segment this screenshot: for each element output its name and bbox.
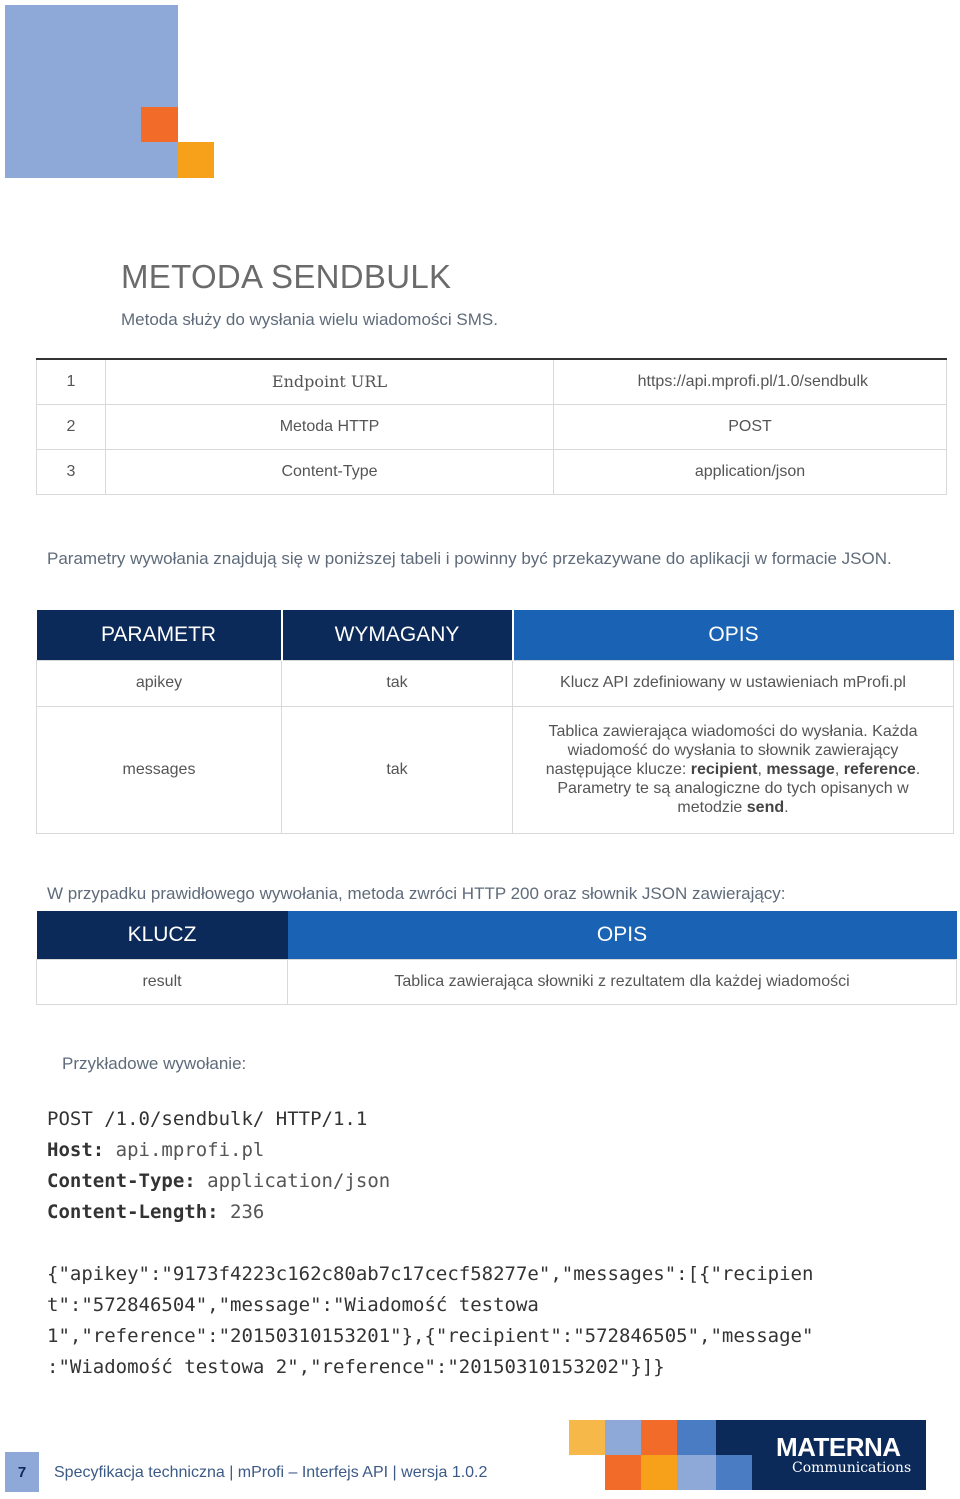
result-desc: Tablica zawierająca słowniki z rezultatem dla każdej wiadomości <box>288 959 957 1004</box>
key-message: message <box>766 761 835 778</box>
row-name: Content-Type <box>106 449 554 494</box>
table-row <box>37 404 947 449</box>
code-body-line: {"apikey":"9173f4223c162c80ab7c17cecf58277e","messages":[{"recipien <box>47 1263 814 1285</box>
endpoint-info-table <box>36 358 947 495</box>
row-number: 2 <box>37 404 106 449</box>
footer-text: Specyfikacja techniczna | mProfi – Interfejs API | wersja 1.0.2 <box>54 1464 488 1481</box>
param-name: messages <box>37 706 282 833</box>
row-value: application/json <box>554 449 947 494</box>
params-table <box>36 610 954 834</box>
logo-tile <box>569 1420 605 1455</box>
page-title: METODA SENDBULK <box>121 258 452 295</box>
code-body-line: :"Wiadomość testowa 2","reference":"20150310153202"}]} <box>47 1356 665 1378</box>
header-opis: OPIS <box>288 911 957 959</box>
desc-text: . <box>784 799 789 816</box>
separator: , <box>757 761 767 778</box>
table-row <box>37 359 947 404</box>
code-body-line: 1","reference":"20150310153201"},{"recipient":"572846505","message" <box>47 1325 814 1347</box>
row-value: POST <box>554 404 947 449</box>
table-row <box>37 660 954 706</box>
param-required: tak <box>282 706 513 833</box>
logo-tile <box>641 1420 677 1455</box>
header-parametr: PARAMETR <box>37 610 282 660</box>
result-table <box>36 911 957 1005</box>
method-send: send <box>746 799 785 816</box>
logo-subtext: Communications <box>792 1460 912 1476</box>
code-content-length-line <box>47 1201 264 1223</box>
param-required: tak <box>282 660 513 706</box>
logo-tile <box>605 1455 641 1490</box>
row-number: 1 <box>37 359 106 404</box>
logo-text: MATERNA <box>776 1432 901 1462</box>
desc-text: . Parametry te są analogiczne do tych opisanych w metodzie <box>557 761 921 816</box>
row-name: Metoda HTTP <box>106 404 554 449</box>
param-desc: Klucz API zdefiniowany w ustawieniach mProfi.pl <box>513 660 954 706</box>
example-label: Przykładowe wywołanie: <box>62 1054 247 1073</box>
code-value: application/json <box>207 1170 391 1192</box>
logo-tile <box>677 1455 716 1490</box>
corner-block-amber <box>178 142 214 178</box>
key-reference: reference <box>843 761 916 778</box>
result-key: result <box>37 959 288 1004</box>
desc-text: Tablica zawierająca wiadomości do wysłania. Każda wiadomość do wysłania to słownik zawierający następujące klucze: <box>545 723 918 778</box>
param-name: apikey <box>37 660 282 706</box>
table-header-row <box>37 610 954 660</box>
header-klucz: KLUCZ <box>37 911 288 959</box>
logo-tile <box>716 1455 752 1490</box>
code-value: 236 <box>230 1201 265 1223</box>
code-host-line <box>47 1139 264 1161</box>
separator: , <box>834 761 844 778</box>
result-intro: W przypadku prawidłowego wywołania, metoda zwróci HTTP 200 oraz słownik JSON zawierający: <box>47 884 786 903</box>
corner-block-blue <box>5 5 178 178</box>
code-content-type-line <box>47 1170 390 1192</box>
logo-tile <box>677 1420 716 1455</box>
code-key: Host: <box>47 1139 105 1161</box>
row-number: 3 <box>37 449 106 494</box>
key-recipient: recipient <box>690 761 758 778</box>
logo-tile <box>641 1455 677 1490</box>
param-desc <box>513 706 954 833</box>
code-key: Content-Length: <box>47 1201 219 1223</box>
table-row <box>37 706 954 833</box>
table-header-row <box>37 911 957 959</box>
code-key: Content-Type: <box>47 1170 196 1192</box>
logo-tile <box>605 1420 641 1455</box>
code-body-line: t":"572846504","message":"Wiadomość testowa <box>47 1294 539 1316</box>
page-number: 7 <box>5 1452 39 1492</box>
row-name: Endpoint URL <box>106 359 554 404</box>
code-value: api.mprofi.pl <box>115 1139 265 1161</box>
row-value: https://api.mprofi.pl/1.0/sendbulk <box>554 359 947 404</box>
table-row <box>37 449 947 494</box>
page-subtitle: Metoda służy do wysłania wielu wiadomości SMS. <box>121 310 498 329</box>
header-opis: OPIS <box>513 610 954 660</box>
code-request-line: POST /1.0/sendbulk/ HTTP/1.1 <box>47 1108 368 1130</box>
table-row <box>37 959 957 1004</box>
corner-block-orange <box>141 107 178 142</box>
params-intro: Parametry wywołania znajdują się w poniższej tabeli i powinny być przekazywane do aplikacji w formacie JSON. <box>47 549 892 568</box>
header-wymagany: WYMAGANY <box>282 610 513 660</box>
